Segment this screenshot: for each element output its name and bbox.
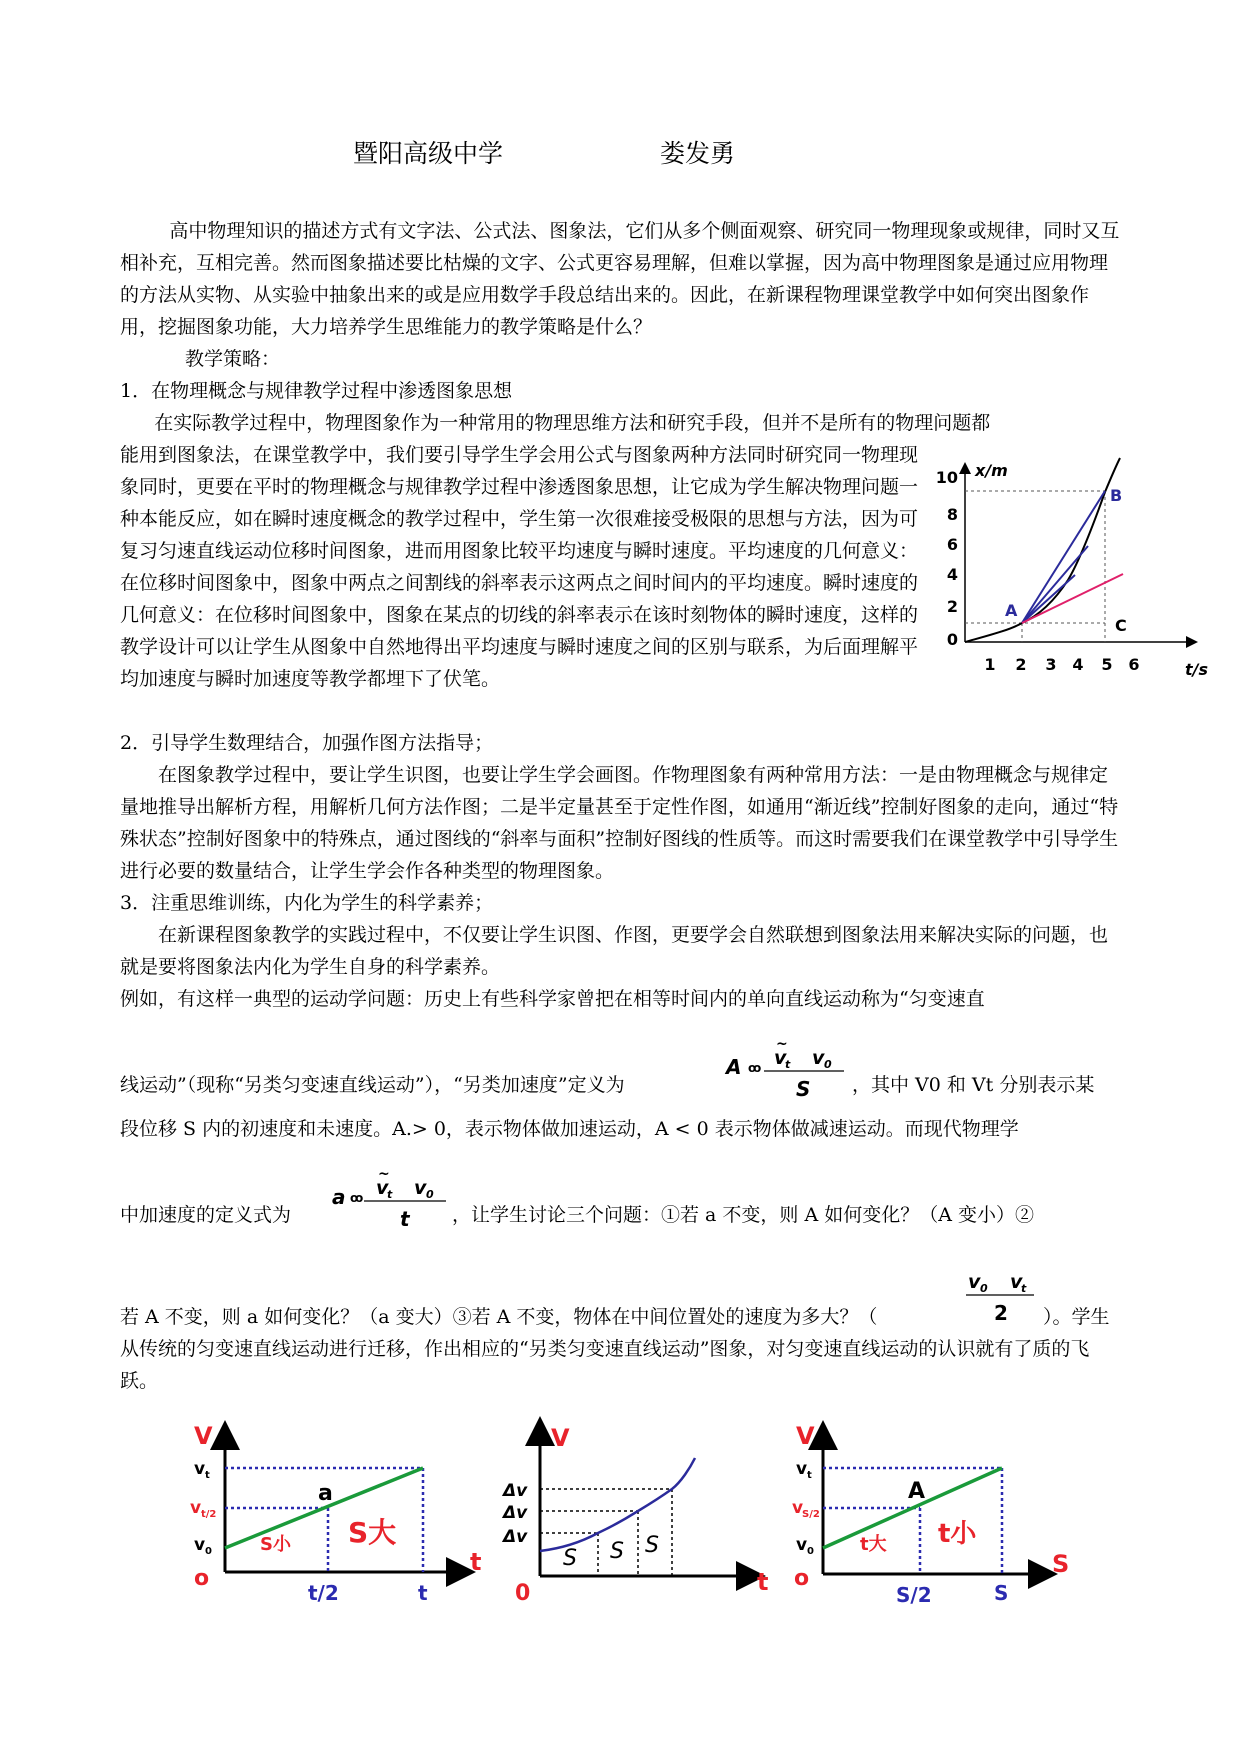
eq2-text-after: ，让学生讨论三个问题：①若 a 不变，则 A 如何变化？（A 变小）② bbox=[452, 1204, 1034, 1226]
eq3-text-before: 若 A 不变，则 a 如何变化？（a 变大）③若 A 不变，物体在中间位置处的速度为多大？（ bbox=[120, 1306, 878, 1328]
xt-y-tick: 4 bbox=[946, 565, 958, 584]
vs-x-label: S bbox=[1052, 1550, 1070, 1578]
formula-a-vt-sub: t bbox=[387, 1188, 393, 1201]
section1-body: 能用到图象法，在课堂教学中，我们要引导学生学会用公式与图象两种方法同时研究同一物理现象同时，更要在平时的物理概念与规律教学过程中渗透图象思想，让它成为学生解决物理问题一种本能反应，如在瞬时速度概念的教学过程中，学生第一次很难接受极限的思想与方法，因为可复习匀速直线运动位移时间图象，进而用图象比较平均速度与瞬时速度。平均速度的几何意义：在位移时间图象中，图象中两点之间割线的斜率表示这两点之间时间内的平均速度。瞬时速度的几何意义：在位移时间图象中，图象在某点的切线的斜率表示在该时刻物体的瞬时速度，这样的教学设计可以让学生从图象中自然地得出平均速度与瞬时速度之间的区别与联系，为后面理解平均加速度与瞬时加速度等教学都埋下了伏笔。 bbox=[120, 444, 919, 690]
section1-line1: 在实际教学过程中，物理图象作为一种常用的物理思维方法和研究手段，但并不是所有的物理问题都 bbox=[154, 412, 991, 434]
formula-tilde: ~ bbox=[378, 1166, 390, 1182]
vs-origin: o bbox=[794, 1566, 810, 1591]
vt-graph bbox=[180, 1410, 490, 1610]
xt-graph bbox=[930, 450, 1230, 690]
xt-x-tick: 4 bbox=[1072, 655, 1084, 674]
xt-x-tick: 2 bbox=[1015, 655, 1027, 674]
vs-vt-label: v bbox=[796, 1459, 808, 1479]
formula-eq-symbol: ꝏ bbox=[748, 1061, 762, 1075]
formula-mid-vt-sub: t bbox=[1021, 1282, 1027, 1295]
xt-point-c: C bbox=[1115, 616, 1127, 635]
vt-tick-mid: t/2 bbox=[308, 1581, 339, 1605]
closing-paragraph: 从传统的匀变速直线运动进行迁移，作出相应的“另类匀变速直线运动”图象，对匀变速直线运动的认识就有了质的飞跃。 bbox=[120, 1338, 1090, 1392]
vs-y-label: V bbox=[796, 1422, 815, 1450]
eq2-text-before: 中加速度的定义式为 bbox=[120, 1204, 292, 1226]
vt-v0-label: v bbox=[194, 1535, 206, 1555]
xt-point-b: B bbox=[1110, 486, 1123, 505]
curve-area-label: S bbox=[610, 1539, 624, 1564]
curve-dv: Δv bbox=[503, 1527, 528, 1547]
xt-curve bbox=[965, 458, 1123, 642]
vs-vmid-sub: S/2 bbox=[802, 1509, 820, 1520]
author-name: 娄发勇 bbox=[660, 139, 736, 168]
formula-A-lhs: A bbox=[726, 1055, 742, 1079]
xt-y-tick: 10 bbox=[935, 468, 958, 487]
formula-a-v0-sub: 0 bbox=[426, 1188, 434, 1201]
formula-mid-vt: v bbox=[1010, 1271, 1023, 1293]
vt-x-label: t bbox=[470, 1548, 482, 1576]
xt-y-tick: 8 bbox=[946, 505, 958, 524]
formula-mid-den: 2 bbox=[994, 1301, 1008, 1325]
vt-y-label: V bbox=[194, 1422, 213, 1450]
formula-eq-symbol: ꝏ bbox=[350, 1191, 364, 1205]
xt-point-a: A bbox=[1005, 601, 1018, 620]
formula-A-vt: v bbox=[774, 1047, 787, 1069]
formula-tilde: ~ bbox=[776, 1036, 788, 1052]
vs-mid-label: A bbox=[908, 1479, 926, 1504]
section2-body: 在图象教学过程中，要让学生识图，也要让学生学会画图。作物理图象有两种常用方法：一是由物理概念与规律定量地推导出解析方程，用解析几何方法作图；二是半定量甚至于定性作图，如通用“渐近线”控制好图象的走向，通过“特殊状态”控制好图象中的特殊点，通过图线的“斜率与面积”控制好图线的性质等。而这时需要我们在课堂教学中引导学生进行必要的数量结合，让学生学会作各种类型的物理图象。 bbox=[120, 764, 1119, 882]
section2-heading: 2．引导学生数理结合，加强作图方法指导； bbox=[120, 732, 494, 754]
vs-v0-label: v bbox=[796, 1535, 808, 1555]
curve-area-label: S bbox=[563, 1546, 577, 1571]
xt-x-axis-label: t/s bbox=[1185, 660, 1209, 679]
vs-vt-sub: t bbox=[807, 1470, 812, 1481]
eq1-text-after: ，其中 V0 和 Vt 分别表示某 bbox=[852, 1074, 1095, 1096]
formula-A-vt-sub: t bbox=[785, 1058, 791, 1071]
xt-y-tick: 6 bbox=[946, 535, 958, 554]
vs-graph bbox=[790, 1410, 1080, 1610]
section3-body: 在新课程图象教学的实践过程中，不仅要让学生识图、作图，更要学会自然联想到图象法用来解决实际的问题，也就是要将图象法内化为学生自身的科学素养。 bbox=[120, 924, 1109, 978]
curve-area-label: S bbox=[645, 1533, 659, 1558]
section1-heading: 1．在物理概念与规律教学过程中渗透图象思想 bbox=[120, 380, 513, 402]
curve-x-label: t bbox=[757, 1568, 769, 1596]
curve-dv: Δv bbox=[503, 1503, 528, 1523]
vt-area-big: S大 bbox=[348, 1516, 397, 1549]
curve-origin: 0 bbox=[515, 1581, 531, 1606]
xt-secant bbox=[1022, 546, 1088, 623]
formula-mid-v0: v bbox=[968, 1271, 981, 1293]
vs-area-big: t大 bbox=[860, 1534, 887, 1555]
xt-x-tick: 6 bbox=[1128, 655, 1140, 674]
vt-v0-sub: 0 bbox=[205, 1546, 212, 1557]
xt-x-tick: 1 bbox=[984, 655, 996, 674]
example-line: 例如，有这样一典型的运动学问题：历史上有些科学家曾把在相等时间内的单向直线运动称为“匀变速直 bbox=[120, 988, 985, 1010]
strategy-label: 教学策略： bbox=[185, 348, 281, 370]
vt-origin: o bbox=[194, 1566, 210, 1591]
eq1-text-before: 线运动”（现称“另类匀变速直线运动”），“另类加速度”定义为 bbox=[120, 1074, 625, 1096]
eq3-text-after: ）。学生 bbox=[1043, 1306, 1110, 1328]
vs-v0-sub: 0 bbox=[807, 1546, 814, 1557]
formula-A-v0-sub: 0 bbox=[824, 1058, 832, 1071]
vt-mid-label: a bbox=[318, 1481, 333, 1506]
formula-mid-v0-sub: 0 bbox=[980, 1282, 988, 1295]
vs-vmid-label: v bbox=[792, 1498, 804, 1518]
curve-dv: Δv bbox=[503, 1481, 528, 1501]
vs-area-small: t小 bbox=[938, 1519, 977, 1549]
formula-A-v0: v bbox=[812, 1047, 825, 1069]
curve-graph bbox=[495, 1410, 775, 1610]
vt-vmid-label: v bbox=[190, 1498, 202, 1518]
school-name: 暨阳高级中学 bbox=[353, 139, 504, 168]
vs-tick-mid: S/2 bbox=[896, 1583, 932, 1607]
vt-area-small: S小 bbox=[260, 1534, 291, 1555]
formula-A-den: S bbox=[796, 1077, 811, 1100]
xt-x-tick: 3 bbox=[1045, 655, 1057, 674]
vt-vt-sub: t bbox=[205, 1470, 210, 1481]
section3-heading: 3．注重思维训练，内化为学生的科学素养； bbox=[120, 892, 494, 914]
formula-a-v0: v bbox=[414, 1177, 427, 1199]
curve-y-label: V bbox=[551, 1424, 570, 1452]
line-after-eq1: 段位移 S 内的初速度和未速度。A.> 0，表示物体做加速运动，A < 0 表示物体做减速运动。而现代物理学 bbox=[120, 1118, 1019, 1140]
formula-a-vt: v bbox=[376, 1177, 389, 1199]
formula-a bbox=[320, 1160, 450, 1230]
vt-tick-end: t bbox=[418, 1581, 428, 1605]
vt-vmid-sub: t/2 bbox=[201, 1509, 217, 1520]
formula-mid-velocity bbox=[960, 1264, 1045, 1328]
intro-paragraph: 高中物理知识的描述方式有文字法、公式法、图象法，它们从多个侧面观察、研究同一物理现象或规律，同时又互相补充，互相完善。然而图象描述要比枯燥的文字、公式更容易理解，但难以掌握，因为高中物理图象是通过应用物理的方法从实物、从实验中抽象出来的或是应用数学手段总结出来的。因此，在新课程物理课堂教学中如何突出图象作用，挖掘图象功能，大力培养学生思维能力的教学策略是什么？ bbox=[120, 220, 1120, 338]
vs-tick-end: S bbox=[994, 1581, 1009, 1605]
xt-x-tick: 5 bbox=[1101, 655, 1113, 674]
formula-a-den: t bbox=[400, 1207, 410, 1230]
formula-a-lhs: a bbox=[332, 1185, 346, 1209]
xt-y-axis-label: x/m bbox=[975, 461, 1008, 480]
xt-y-tick: 0 bbox=[946, 630, 958, 649]
vt-vt-label: v bbox=[194, 1459, 206, 1479]
formula-A bbox=[720, 1030, 850, 1100]
xt-y-tick: 2 bbox=[946, 597, 958, 616]
